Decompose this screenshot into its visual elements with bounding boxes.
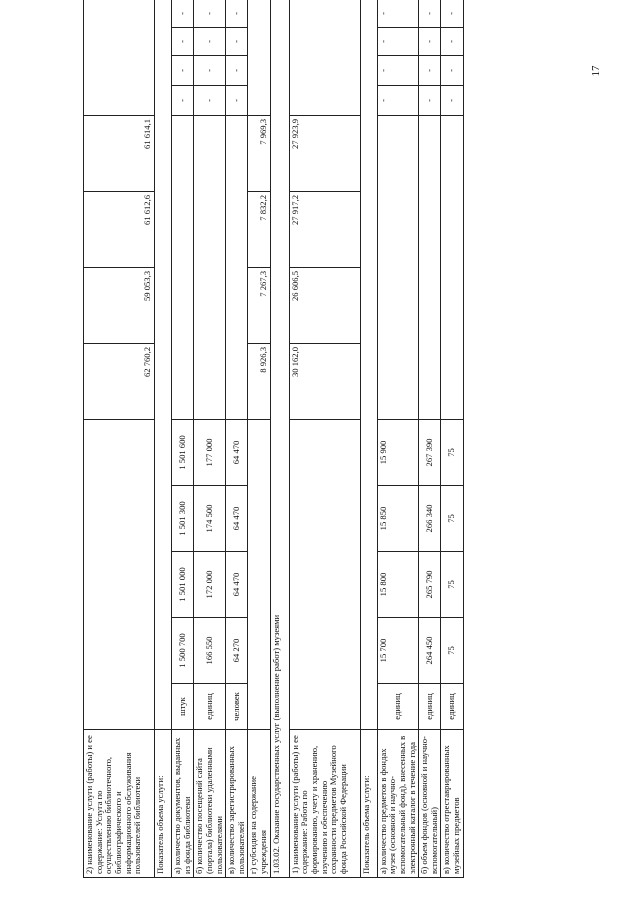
rotated-page-area xyxy=(83,12,565,878)
empty-cell xyxy=(360,0,377,730)
row-label: б) количество посещений сайта (портала) библиотеки удаленными пользователями xyxy=(194,730,226,878)
value-cell: 64 270 xyxy=(226,618,248,684)
dash-cell: - xyxy=(172,0,194,27)
dash-cell: - xyxy=(419,0,441,27)
subsidy-row xyxy=(248,0,270,878)
indicator-header-row xyxy=(155,0,172,878)
value-cell: 264 450 xyxy=(419,618,441,684)
dash-cell: - xyxy=(377,0,419,27)
service-name: 1) наименование услуги (работы) и ее содержание: Работа по формированию, учету и хранению, изучению и обеспечению сохранности предметов Музейного фонда Российской Федерации xyxy=(289,730,360,878)
table-row xyxy=(172,0,194,878)
sum-cell: 27 923,9 xyxy=(289,115,360,191)
unit-cell: единиц xyxy=(441,684,463,730)
value-cell: 172 000 xyxy=(194,552,226,618)
dash-cell: - xyxy=(441,27,463,55)
service-name: 2) наименование услуги (работы) и ее содержание: Услуга по осуществлению библиотечного, библиографического и информационного обслуживания пользователей библиотеки xyxy=(84,730,155,878)
section-title: 1.03.02. Оказание государственных услуг (выполнение работ) музеями xyxy=(270,0,289,878)
table-row xyxy=(194,0,226,878)
value-cell: 174 500 xyxy=(194,486,226,552)
dash-cell: - xyxy=(441,85,463,115)
value-cell: 64 470 xyxy=(226,552,248,618)
sum-cell: 59 053,3 xyxy=(84,267,155,343)
value-cell: 75 xyxy=(441,419,463,485)
value-cell: 75 xyxy=(441,618,463,684)
page-number: 17 xyxy=(590,65,602,77)
empty-cell xyxy=(172,115,194,419)
subsidy-value: 7 832,2 xyxy=(248,191,270,267)
value-cell: 75 xyxy=(441,552,463,618)
empty-cell xyxy=(84,419,155,729)
value-cell: 1 501 300 xyxy=(172,486,194,552)
dash-cell: - xyxy=(419,85,441,115)
empty-cell xyxy=(226,115,248,419)
section-row xyxy=(270,0,289,878)
value-cell: 177 000 xyxy=(194,419,226,485)
value-cell: 64 470 xyxy=(226,419,248,485)
indicator-header-row xyxy=(360,0,377,878)
value-cell: 166 550 xyxy=(194,618,226,684)
table-row xyxy=(419,0,441,878)
dash-cell: - xyxy=(194,0,226,27)
sum-cell: 61 614,1 xyxy=(84,115,155,191)
value-cell: 266 340 xyxy=(419,486,441,552)
value-cell: 15 850 xyxy=(377,486,419,552)
dash-cell: - xyxy=(441,0,463,27)
table-row xyxy=(226,0,248,878)
row-label: а) количество документов, выданных из фонда библиотеки xyxy=(172,730,194,878)
subsidy-value: 8 926,3 xyxy=(248,343,270,419)
sum-cell: 27 917,2 xyxy=(289,191,360,267)
sum-cell: 62 760,2 xyxy=(84,343,155,419)
unit-cell: единиц xyxy=(377,684,419,730)
subsidy-label: г) субсидия на содержание учреждения xyxy=(248,730,270,878)
empty-cell xyxy=(289,419,360,729)
value-cell: 1 501 000 xyxy=(172,552,194,618)
empty-cell xyxy=(248,0,270,115)
sum-cell: 61 612,6 xyxy=(84,191,155,267)
indicator-header: Показатель объема услуги: xyxy=(155,730,172,878)
dash-cell: - xyxy=(419,27,441,55)
table-row xyxy=(377,0,419,878)
value-cell: 75 xyxy=(441,486,463,552)
value-cell: 15 700 xyxy=(377,618,419,684)
empty-cell xyxy=(194,115,226,419)
budget-table xyxy=(83,0,464,878)
empty-cell xyxy=(289,0,360,115)
indicator-header: Показатель объема услуги: xyxy=(360,730,377,878)
row-label: в) количество отреставрированных музейных предметов xyxy=(441,730,463,878)
dash-cell: - xyxy=(377,27,419,55)
dash-cell: - xyxy=(194,85,226,115)
empty-cell xyxy=(419,115,441,419)
sum-cell: 26 606,5 xyxy=(289,267,360,343)
empty-cell xyxy=(377,115,419,419)
empty-cell xyxy=(84,0,155,115)
row-label: б) объем фондов (основной и научно-вспомогательный) xyxy=(419,730,441,878)
value-cell: 15 800 xyxy=(377,552,419,618)
unit-cell: штук xyxy=(172,684,194,730)
subsidy-value: 7 969,3 xyxy=(248,115,270,191)
dash-cell: - xyxy=(419,55,441,85)
value-cell: 15 900 xyxy=(377,419,419,485)
value-cell: 1 500 700 xyxy=(172,618,194,684)
empty-cell xyxy=(441,115,463,419)
dash-cell: - xyxy=(172,27,194,55)
row-label: а) количество предметов в фондах музея (основной и научно-вспомогательный фонд), внесенных в электронный каталог в течение года xyxy=(377,730,419,878)
dash-cell: - xyxy=(441,55,463,85)
dash-cell: - xyxy=(377,85,419,115)
dash-cell: - xyxy=(194,55,226,85)
dash-cell: - xyxy=(172,55,194,85)
dash-cell: - xyxy=(226,27,248,55)
service-row-museum xyxy=(289,0,360,878)
value-cell: 267 390 xyxy=(419,419,441,485)
value-cell: 64 470 xyxy=(226,486,248,552)
table-row xyxy=(441,0,463,878)
empty-cell xyxy=(248,419,270,729)
unit-cell: человек xyxy=(226,684,248,730)
empty-cell xyxy=(155,0,172,730)
row-label: в) количество зарегистрированных пользователей xyxy=(226,730,248,878)
dash-cell: - xyxy=(172,85,194,115)
unit-cell: единиц xyxy=(419,684,441,730)
dash-cell: - xyxy=(226,85,248,115)
subsidy-value: 7 267,3 xyxy=(248,267,270,343)
dash-cell: - xyxy=(377,55,419,85)
unit-cell: единиц xyxy=(194,684,226,730)
dash-cell: - xyxy=(194,27,226,55)
value-cell: 1 501 600 xyxy=(172,419,194,485)
dash-cell: - xyxy=(226,55,248,85)
rotated-table-container xyxy=(83,12,565,878)
value-cell: 265 790 xyxy=(419,552,441,618)
service-row-library xyxy=(84,0,155,878)
sum-cell: 30 162,0 xyxy=(289,343,360,419)
dash-cell: - xyxy=(226,0,248,27)
